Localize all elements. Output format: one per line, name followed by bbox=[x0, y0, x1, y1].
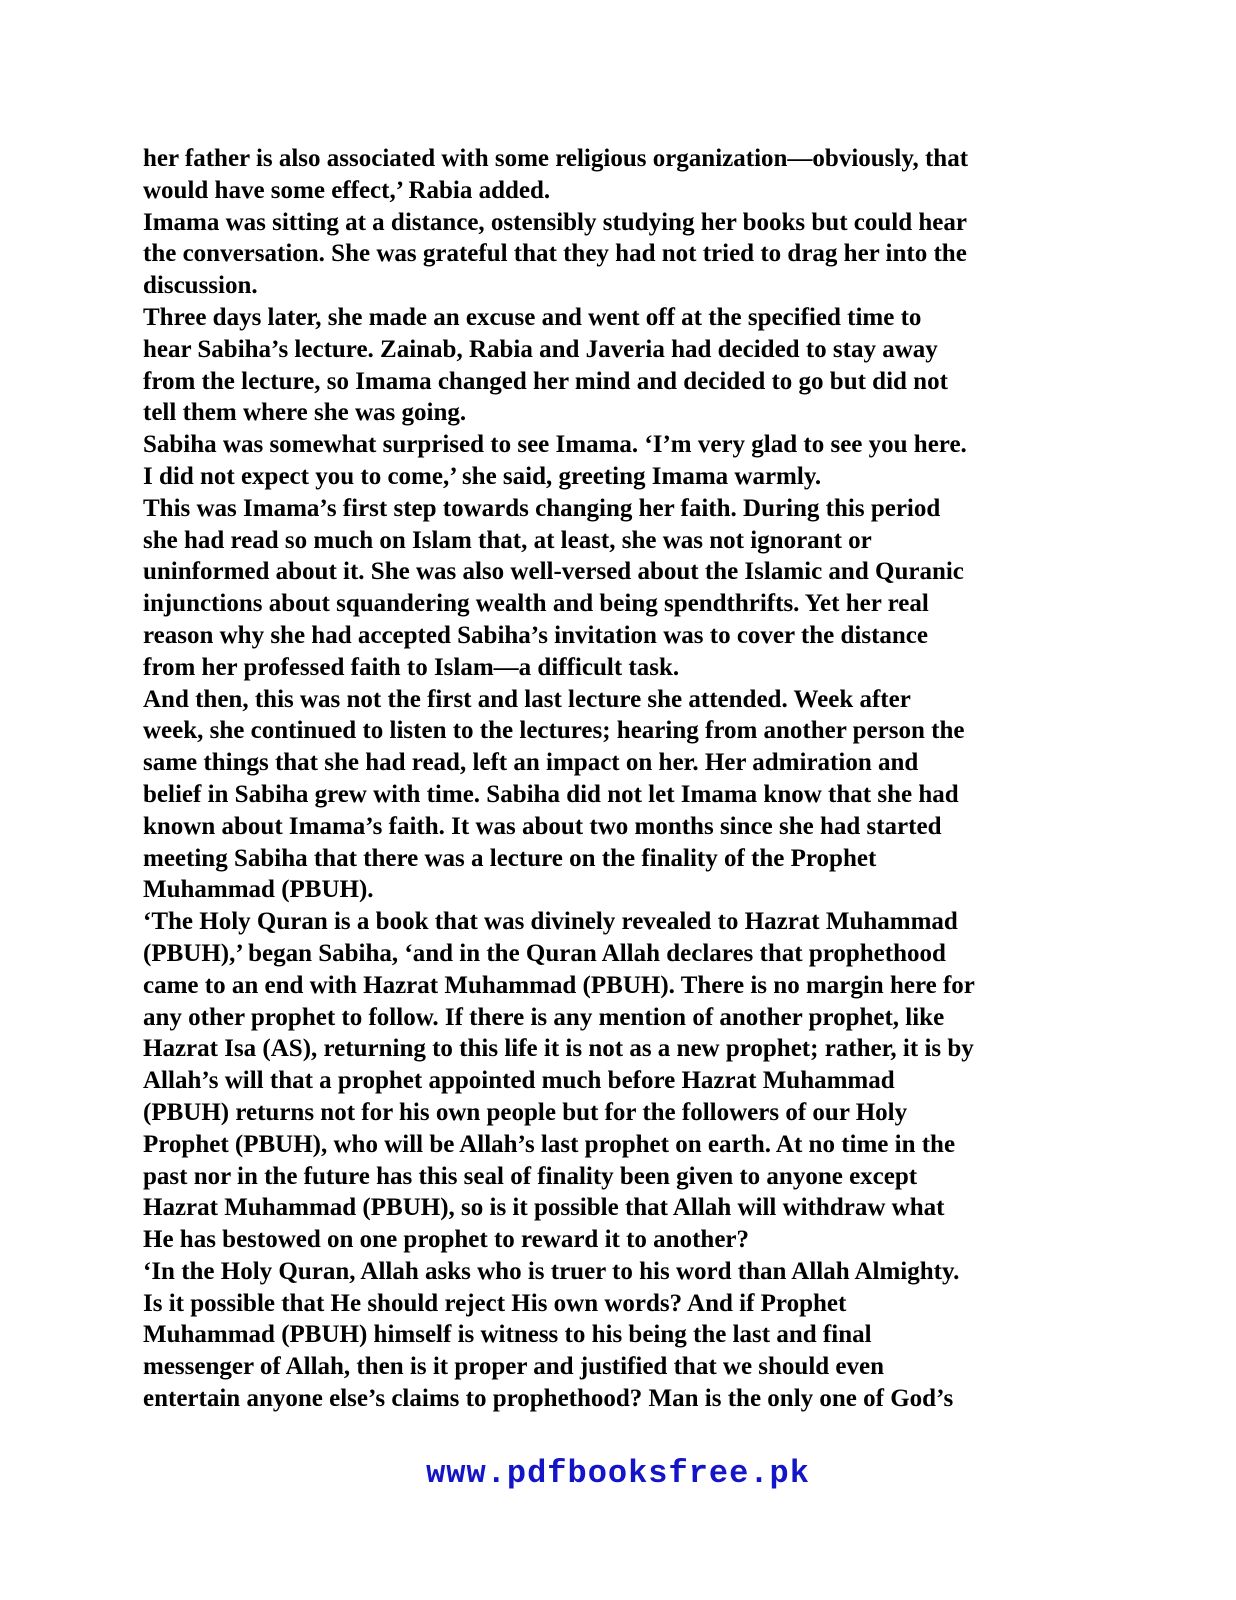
text-line: Allah’s will that a prophet appointed much before Hazrat Muhammad bbox=[143, 1067, 895, 1095]
text-line: came to an end with Hazrat Muhammad (PBUH). There is no margin here for bbox=[143, 971, 975, 999]
text-line: uninformed about it. She was also well-versed about the Islamic and Quranic bbox=[143, 558, 964, 586]
text-line: her father is also associated with some religious organization—obviously, that bbox=[143, 145, 969, 172]
text-line: would have some effect,’ Rabia added. bbox=[143, 176, 551, 204]
text-line: past nor in the future has this seal of finality been given to anyone except bbox=[143, 1162, 918, 1190]
text-line: same things that she had read, left an impact on her. Her admiration and bbox=[143, 749, 919, 777]
text-line: discussion. bbox=[143, 272, 258, 300]
text-line: This was Imama’s first step towards changing her faith. During this period bbox=[143, 494, 941, 522]
text-line: (PBUH) returns not for his own people but for the followers of our Holy bbox=[143, 1098, 908, 1126]
text-line: meeting Sabiha that there was a lecture on the finality of the Prophet bbox=[143, 844, 877, 872]
text-line: any other prophet to follow. If there is any mention of another prophet, like bbox=[143, 1003, 945, 1031]
text-line: ‘The Holy Quran is a book that was divinely revealed to Hazrat Muhammad bbox=[143, 908, 958, 936]
website-watermark: www.pdfbooksfree.pk bbox=[426, 1455, 810, 1492]
text-line: Is it possible that He should reject His own words? And if Prophet bbox=[143, 1289, 847, 1317]
text-line: Muhammad (PBUH) himself is witness to his being the last and final bbox=[143, 1321, 872, 1349]
text-line: I did not expect you to come,’ she said, greeting Imama warmly. bbox=[143, 462, 822, 490]
text-line: Prophet (PBUH), who will be Allah’s last prophet on earth. At no time in the bbox=[143, 1130, 956, 1158]
text-line: Sabiha was somewhat surprised to see Imama. ‘I’m very glad to see you here. bbox=[143, 431, 967, 459]
text-line: week, she continued to listen to the lectures; hearing from another person the bbox=[143, 717, 965, 745]
text-line: hear Sabiha’s lecture. Zainab, Rabia and Javeria had decided to stay away bbox=[143, 335, 938, 363]
text-line: from the lecture, so Imama changed her mind and decided to go but did not bbox=[143, 367, 948, 395]
text-line: Hazrat Muhammad (PBUH), so is it possible that Allah will withdraw what bbox=[143, 1194, 945, 1222]
text-line: belief in Sabiha grew with time. Sabiha did not let Imama know that she had bbox=[143, 780, 959, 808]
text-line: ‘In the Holy Quran, Allah asks who is truer to his word than Allah Almighty. bbox=[143, 1257, 960, 1285]
text-line: He has bestowed on one prophet to reward it to another? bbox=[143, 1226, 750, 1254]
text-line: tell them where she was going. bbox=[143, 399, 467, 427]
text-line: Imama was sitting at a distance, ostensibly studying her books but could hear bbox=[143, 208, 967, 236]
body-text bbox=[143, 143, 1083, 1415]
text-line: Hazrat Isa (AS), returning to this life it is not as a new prophet; rather, it is by bbox=[143, 1035, 974, 1063]
text-line: Three days later, she made an excuse and went off at the specified time to bbox=[143, 303, 922, 331]
text-line: entertain anyone else’s claims to prophethood? Man is the only one of God’s bbox=[143, 1385, 954, 1413]
text-line: messenger of Allah, then is it proper and justified that we should even bbox=[143, 1353, 885, 1381]
text-line: from her professed faith to Islam—a difficult task. bbox=[143, 653, 680, 681]
text-line: the conversation. She was grateful that they had not tried to drag her into the bbox=[143, 240, 967, 268]
text-line: (PBUH),’ began Sabiha, ‘and in the Quran Allah declares that prophethood bbox=[143, 939, 946, 967]
text-line: known about Imama’s faith. It was about two months since she had started bbox=[143, 812, 942, 840]
text-line: she had read so much on Islam that, at least, she was not ignorant or bbox=[143, 526, 872, 554]
text-line: injunctions about squandering wealth and being spendthrifts. Yet her real bbox=[143, 590, 929, 618]
text-line: Muhammad (PBUH). bbox=[143, 876, 374, 904]
text-line: And then, this was not the first and last lecture she attended. Week after bbox=[143, 685, 911, 713]
text-line: reason why she had accepted Sabiha’s invitation was to cover the distance bbox=[143, 621, 928, 649]
